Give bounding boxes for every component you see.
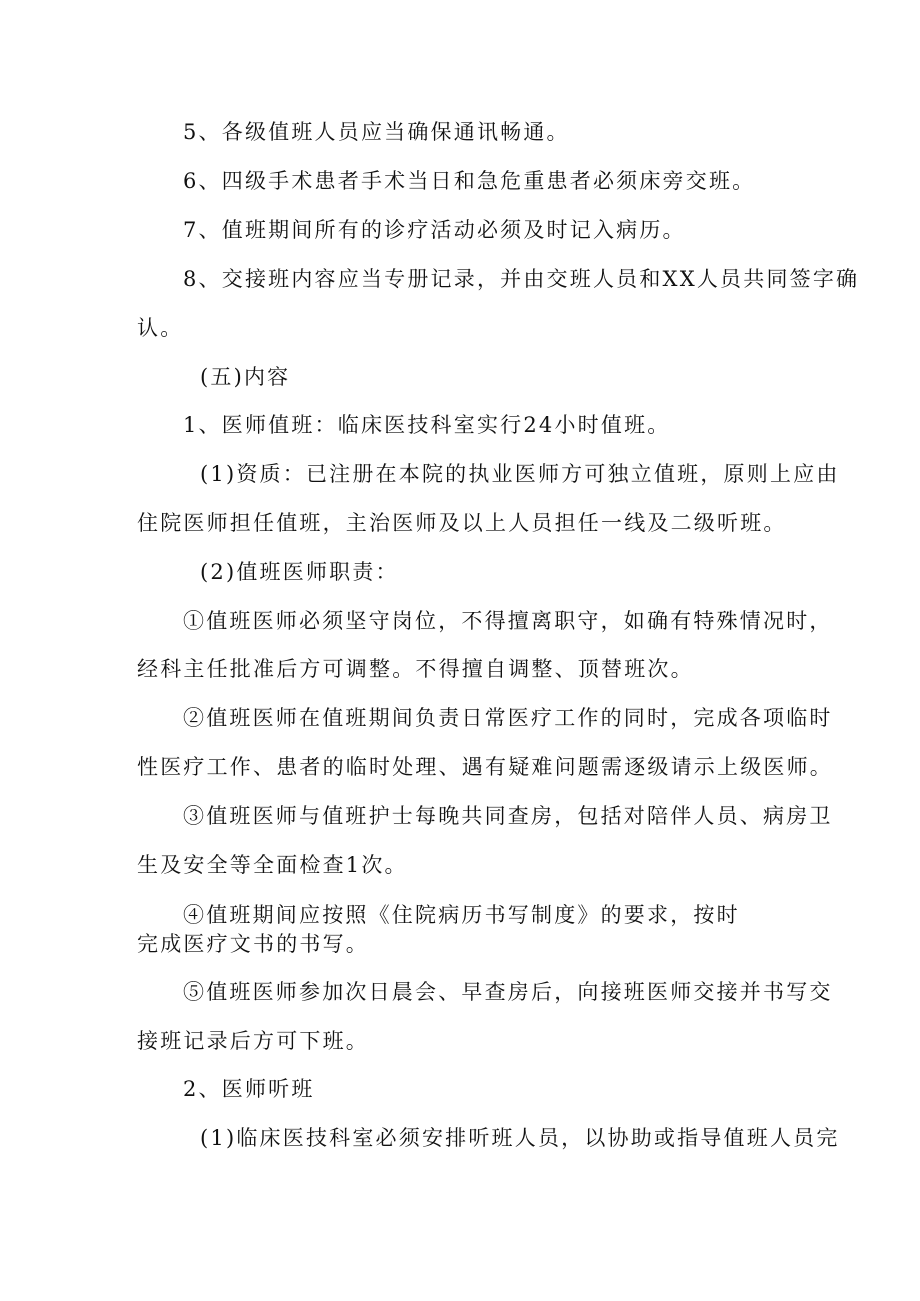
paragraph-line: 5、各级值班人员应当确保通讯畅通。 <box>183 120 570 144</box>
section-heading: (五)内容 <box>200 365 291 389</box>
section-heading: 2、医师听班 <box>183 1077 315 1101</box>
paragraph-line: 住院医师担任值班，主治医师及以上人员担任一线及二级听班。 <box>137 511 787 535</box>
paragraph-line: 完成医疗文书的书写。 <box>137 932 369 956</box>
paragraph-line: ③值班医师与值班护士每晚共同查房，包括对陪伴人员、病房卫 <box>183 804 833 828</box>
paragraph-line: 性医疗工作、患者的临时处理、遇有疑难问题需逐级请示上级医师。 <box>137 755 833 779</box>
paragraph-line: (1)临床医技科室必须安排听班人员，以协助或指导值班人员完 <box>200 1126 840 1150</box>
paragraph-line: (2)值班医师职责： <box>200 560 399 584</box>
paragraph-line: 6、四级手术患者手术当日和急危重患者必须床旁交班。 <box>183 169 756 193</box>
paragraph-line: 认。 <box>137 316 184 340</box>
paragraph-line: 经科主任批准后方可调整。不得擅自调整、顶替班次。 <box>137 657 694 681</box>
paragraph-line: 生及安全等全面检查1次。 <box>137 853 408 877</box>
paragraph-line: ①值班医师必须坚守岗位，不得擅离职守，如确有特殊情况时， <box>183 609 833 633</box>
paragraph-line: (1)资质：已注册在本院的执业医师方可独立值班，原则上应由 <box>200 462 840 486</box>
paragraph-line: ④值班期间应按照《住院病历书写制度》的要求，按时 <box>183 903 740 927</box>
paragraph-line: 7、值班期间所有的诊疗活动必须及时记入病历。 <box>183 218 686 242</box>
paragraph-line: 接班记录后方可下班。 <box>137 1029 369 1053</box>
paragraph-line: 1、医师值班：临床医技科室实行24小时值班。 <box>183 413 671 437</box>
paragraph-line: 8、交接班内容应当专册记录，并由交班人员和XX人员共同签字确 <box>183 267 860 291</box>
paragraph-line: ②值班医师在值班期间负责日常医疗工作的同时，完成各项临时 <box>183 706 833 730</box>
paragraph-line: ⑤值班医师参加次日晨会、早查房后，向接班医师交接并书写交 <box>183 980 833 1004</box>
